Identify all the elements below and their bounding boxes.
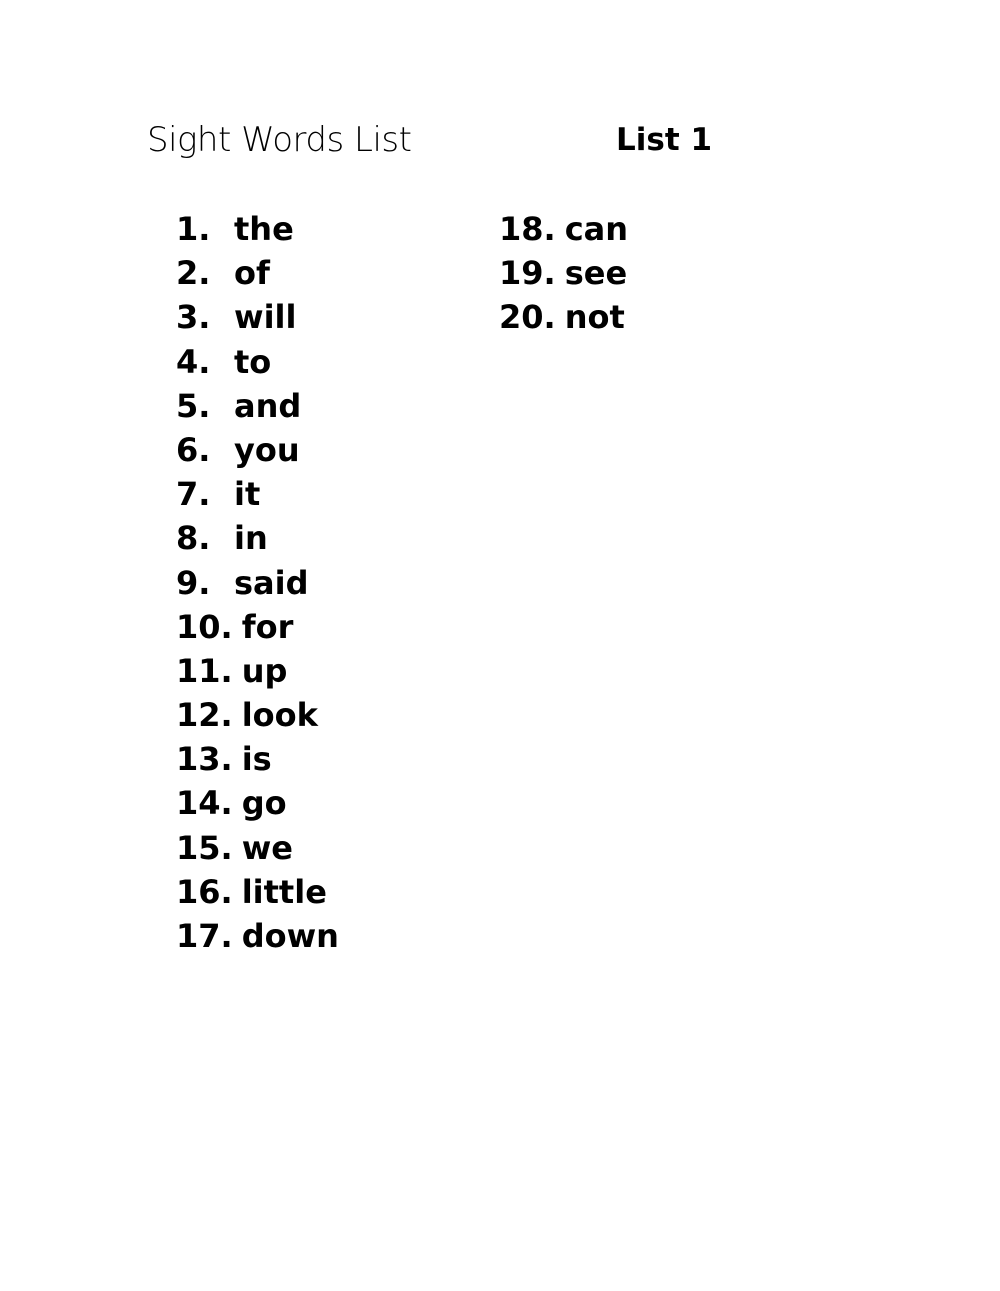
page-title: Sight Words List (147, 120, 412, 160)
word-number: 3. (176, 298, 211, 337)
word-number: 8. (176, 519, 211, 558)
list-label: List 1 (616, 122, 713, 158)
word-item (176, 384, 339, 428)
word-text: can (564, 210, 629, 248)
word-number: 7. (176, 475, 211, 514)
word-item (176, 649, 339, 693)
word-number: 1. (176, 210, 211, 248)
word-item (176, 737, 339, 781)
word-number: 20. (499, 298, 556, 337)
word-text: you (234, 430, 300, 469)
word-text: to (234, 342, 272, 381)
word-item (176, 605, 339, 649)
word-number: 4. (176, 342, 211, 381)
word-item (499, 251, 628, 295)
word-text: and (234, 386, 302, 425)
word-item (176, 693, 339, 737)
word-text: not (564, 298, 625, 337)
word-text: down (241, 917, 339, 955)
word-number: 9. (176, 563, 211, 602)
word-number: 15. (176, 828, 233, 867)
word-text: we (241, 828, 293, 867)
word-item (176, 826, 339, 870)
word-item (176, 914, 339, 958)
word-item (176, 428, 339, 472)
word-number: 10. (176, 607, 233, 646)
word-number: 2. (176, 254, 211, 293)
word-item (176, 781, 339, 825)
word-number: 14. (176, 784, 233, 823)
word-number: 6. (176, 430, 211, 469)
word-number: 13. (176, 740, 233, 779)
word-text: for (241, 607, 294, 646)
word-list-column-2 (499, 207, 628, 340)
word-text: in (234, 519, 268, 558)
word-text: it (234, 475, 261, 514)
word-item (176, 251, 339, 295)
word-item (176, 207, 339, 251)
word-number: 16. (176, 872, 233, 911)
word-text: will (234, 298, 297, 337)
word-item (176, 561, 339, 605)
word-text: of (234, 254, 270, 293)
word-text: little (241, 872, 327, 911)
word-text: the (234, 210, 294, 248)
word-item (176, 870, 339, 914)
word-item (499, 295, 628, 339)
word-item (176, 340, 339, 384)
word-text: see (564, 254, 628, 293)
word-text: said (234, 563, 309, 602)
word-text: go (241, 784, 287, 823)
word-text: look (241, 696, 318, 735)
word-item (176, 295, 339, 339)
word-number: 19. (499, 254, 556, 293)
word-item (176, 516, 339, 560)
word-number: 5. (176, 386, 211, 425)
word-number: 18. (499, 210, 556, 248)
word-item (499, 207, 628, 251)
word-text: is (241, 740, 272, 779)
word-list-column-1 (176, 207, 339, 958)
word-item (176, 472, 339, 516)
word-number: 11. (176, 651, 233, 690)
word-text: up (241, 651, 288, 690)
word-number: 17. (176, 917, 233, 955)
word-number: 12. (176, 696, 233, 735)
